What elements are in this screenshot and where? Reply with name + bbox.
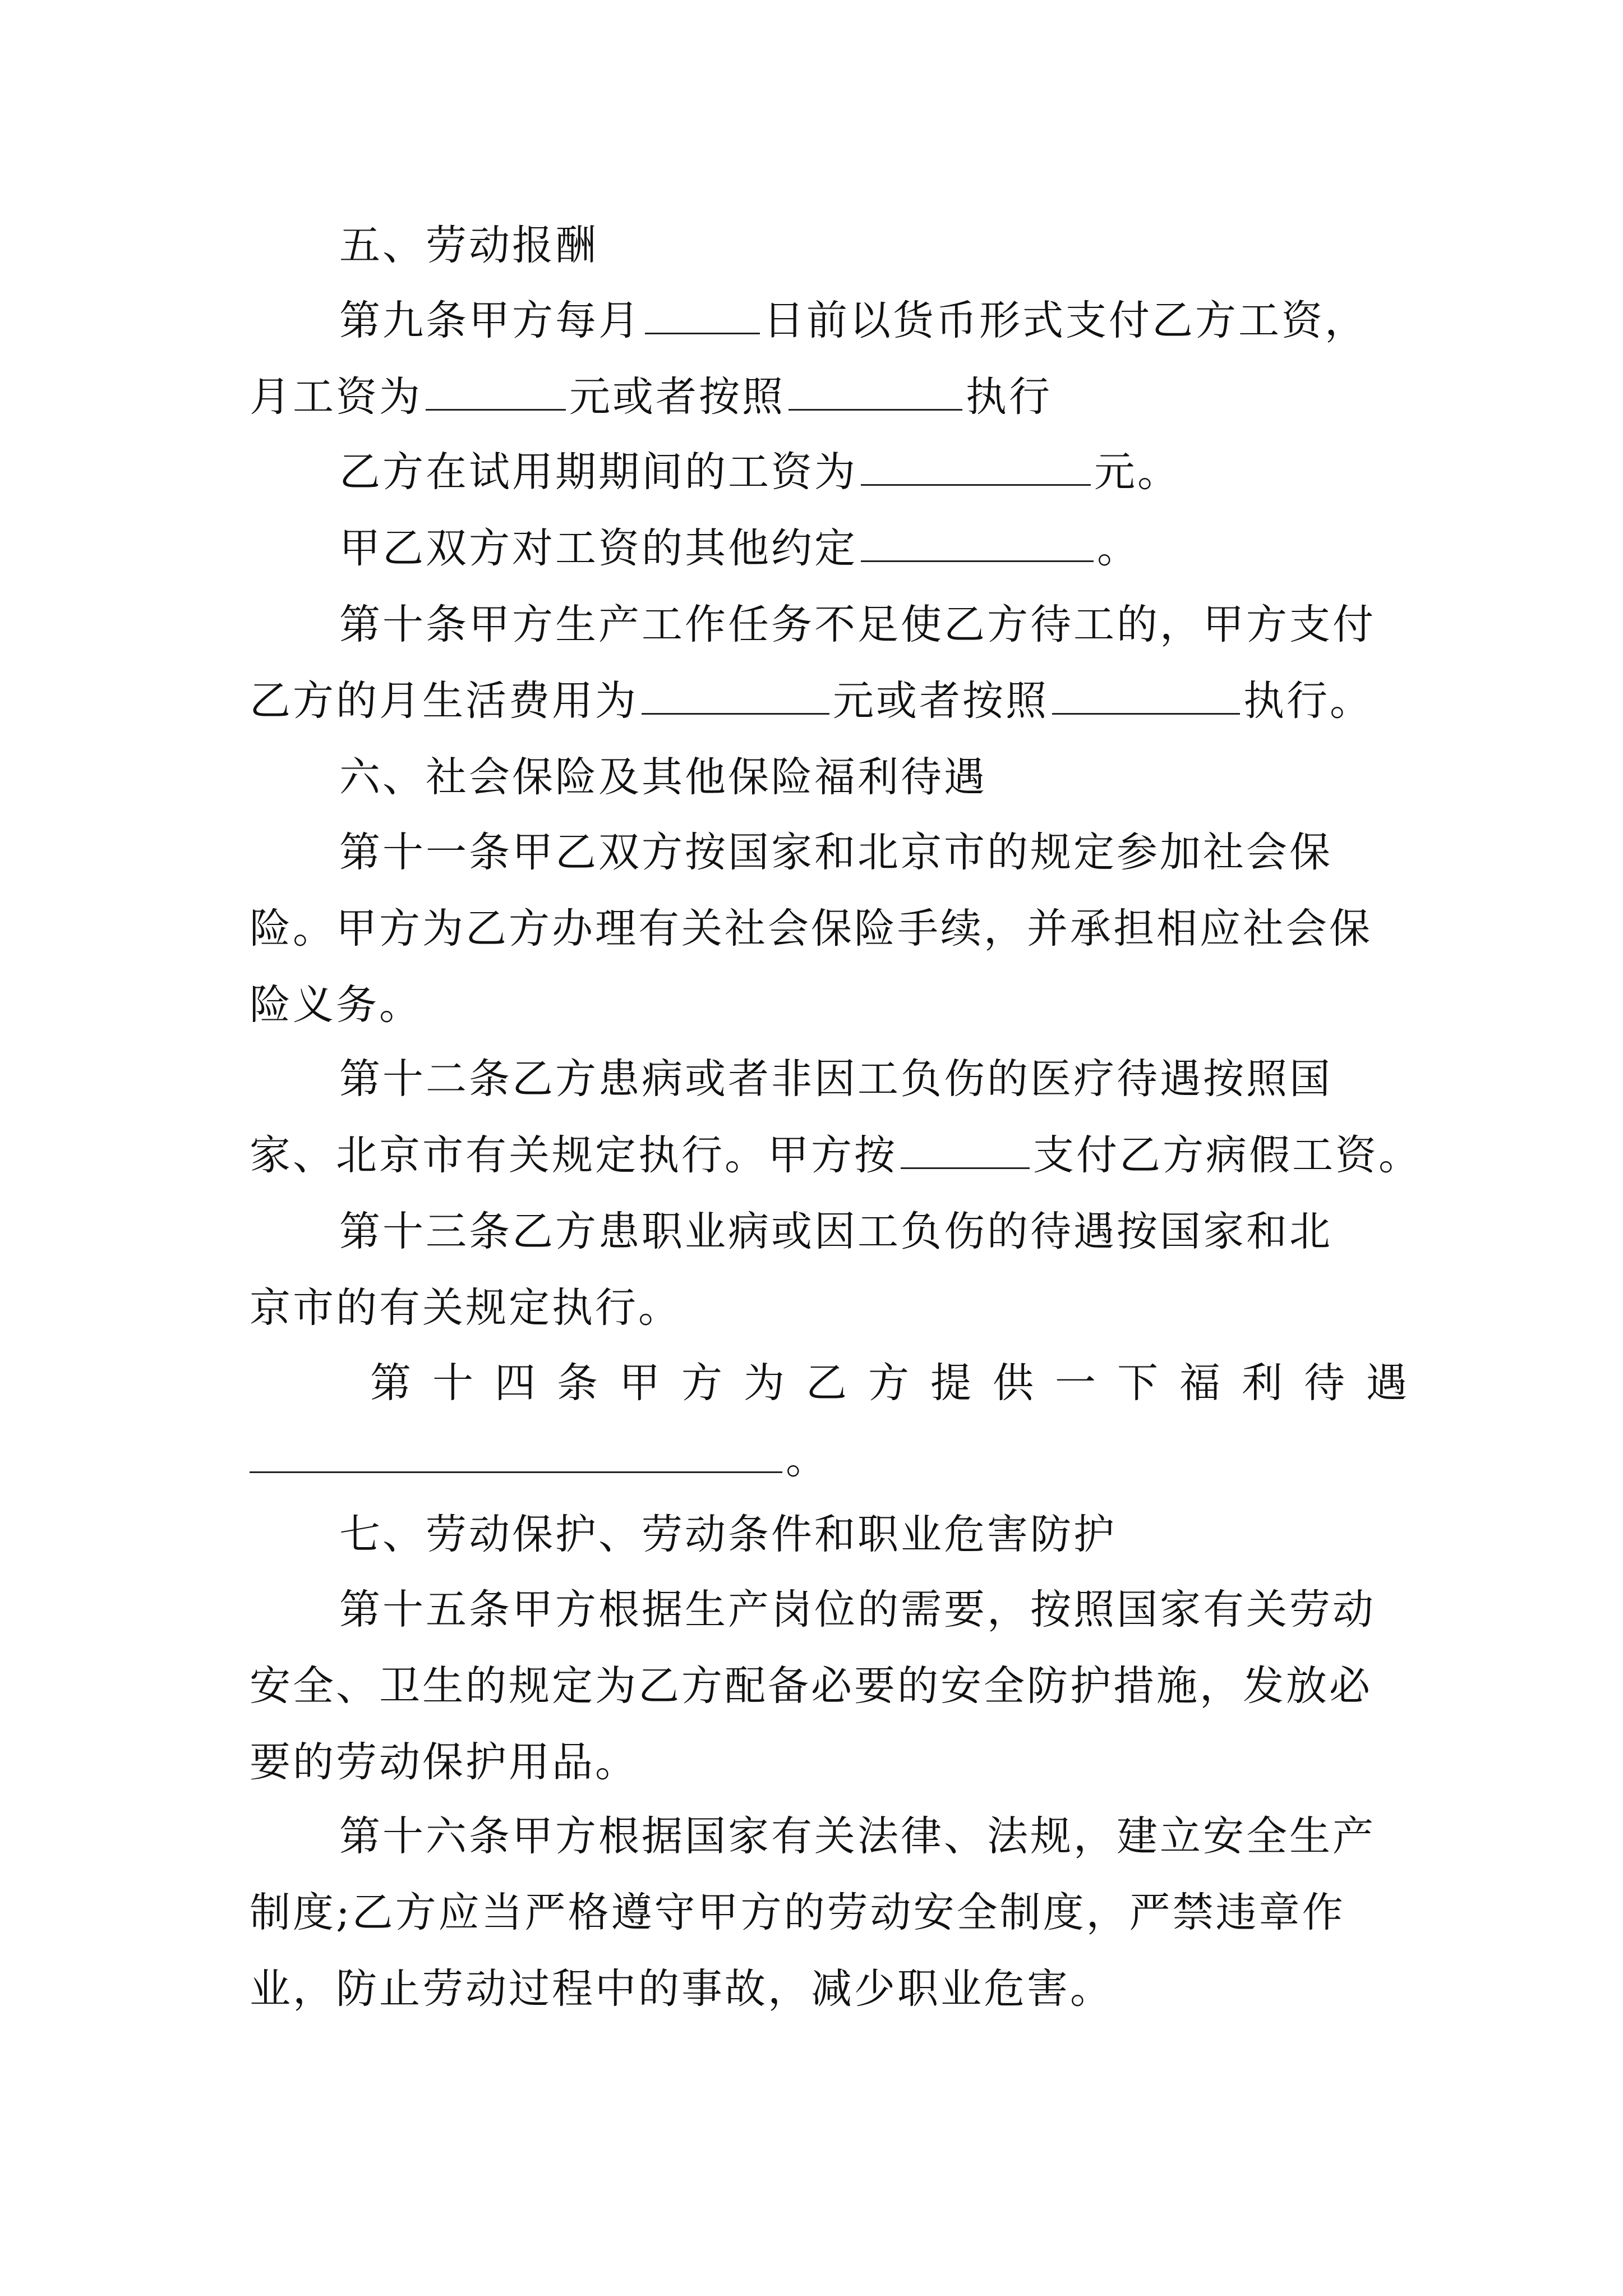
article-9-line-1: 第九条甲方每月 日前以货币形式支付乙方工资， [339,297,1368,344]
other-wage-agreement: 甲乙双方对工资的其他约定 。 [339,524,1140,572]
fill-blank [861,560,1094,562]
article-16-line-3: 业，防止劳动过程中的事故，减少职业危害。 [250,1965,1113,2013]
article-14 [250,1345,1428,1498]
article-11 [250,815,1380,1043]
fill-blank [901,1167,1030,1169]
fill-blank [789,408,962,411]
article-16-line-1: 第十六条甲方根据国家有关法律、法规，建立安全生产 [339,1812,1376,1860]
article-10-line-2: 乙方的月生活费用为 元或者按照 执行。 [250,677,1373,725]
fill-blank [645,332,760,334]
section-heading-text: 五、劳动报酬 [339,222,598,269]
section-heading-7: 七、劳动保护、劳动条件和职业危害防护 [339,1511,1117,1558]
article-13-line-2: 京市的有关规定执行。 [250,1284,681,1332]
article-13 [250,1194,1380,1346]
fill-blank [642,712,829,715]
article-15-line-2: 安全、卫生的规定为乙方配备必要的安全防护措施，发放必 [250,1662,1372,1710]
article-9 [250,283,1380,435]
probation-wage: 乙方在试用期期间的工资为 元。 [339,448,1181,496]
article-15-line-1: 第十五条甲方根据生产岗位的需要，按照国家有关劳动 [339,1586,1376,1634]
article-11-line-1: 第十一条甲乙双方按国家和北京市的规定参加社会保 [339,829,1332,876]
fill-blank [1052,712,1240,715]
article-11-line-2: 险。甲方为乙方办理有关社会保险手续，并承担相应社会保 [250,905,1372,953]
section-heading-6: 六、社会保险及其他保险福利待遇 [339,753,987,801]
article-14-line-2: 。 [250,1421,1380,1498]
article-15 [250,1572,1380,1801]
fill-blank [250,1471,782,1473]
article-9-line-2: 月工资为 元或者按照 执行 [250,373,1052,421]
section-heading-5 [250,208,1469,284]
fill-blank [861,484,1091,486]
article-10-line-1: 第十条甲方生产工作任务不足使乙方待工的，甲方支付 [339,601,1376,648]
article-15-line-3: 要的劳动保护用品。 [250,1738,638,1786]
fill-blank [426,408,566,411]
article-13-line-1: 第十三条乙方患职业病或因工负伤的待遇按国家和北 [339,1208,1332,1255]
article-14-line-1: 第十四条甲方为乙方提供一下福利待遇 [370,1359,1428,1407]
article-16 [250,1798,1380,2027]
article-10 [250,587,1380,739]
article-12-line-1: 第十二条乙方患病或者非因工负伤的医疗待遇按照国 [339,1055,1332,1103]
article-12-line-2: 家、北京市有关规定执行。甲方按 支付乙方病假工资。 [250,1131,1422,1179]
article-16-line-2: 制度;乙方应当严格遵守甲方的劳动安全制度，严禁违章作 [250,1889,1345,1936]
article-12 [250,1041,1422,1194]
article-11-line-3: 险义务。 [250,981,422,1029]
